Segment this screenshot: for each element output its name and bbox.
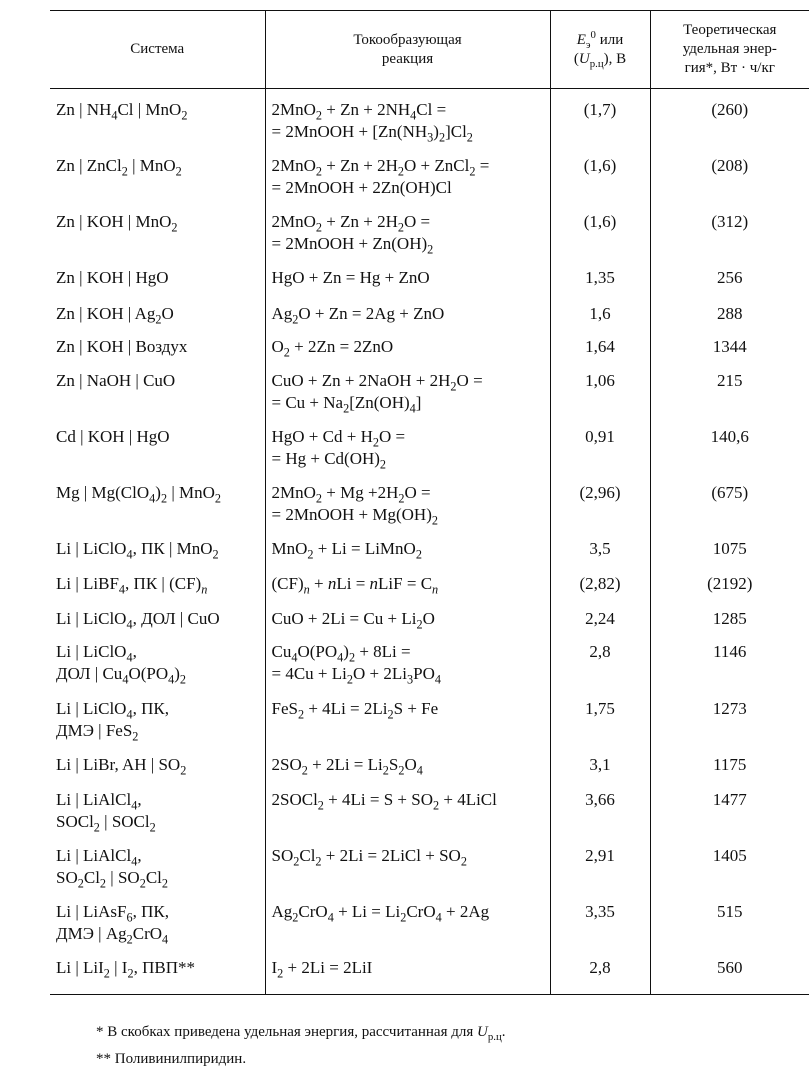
reaction-cell-line: $2MnO_2 + Mg +2H_2O$ = <box>271 482 431 505</box>
voltage-cell <box>550 785 650 841</box>
system-cell-line: SOCl$_2$ | SOCl$_2$ <box>56 811 156 834</box>
reaction-cell <box>265 299 550 332</box>
reaction-cell-line: $Ag_2O + Zn = 2Ag$ + ZnO <box>271 303 445 326</box>
header-system: Система <box>50 11 265 89</box>
table-row <box>50 151 809 207</box>
reaction-cell <box>265 366 550 422</box>
system-cell-line: ДОЛ | $Cu_4O(PO_4)_2$ <box>56 663 187 686</box>
voltage-cell-line: 2,8 <box>589 641 611 661</box>
energy-cell <box>650 151 809 207</box>
reaction-cell-line: $2MnO_2 + Zn + 2NH_4Cl$ = <box>271 100 447 123</box>
energy-cell <box>650 299 809 332</box>
header-energy: Теоретическая удельная энер- гия*, Вт · ч/кг <box>650 11 809 89</box>
system-cell <box>50 841 265 897</box>
energy-cell <box>650 750 809 785</box>
energy-cell-line: (2192) <box>707 573 753 593</box>
voltage-cell <box>550 750 650 785</box>
voltage-cell <box>550 841 650 897</box>
energy-cell-line: (260) <box>711 100 749 119</box>
reaction-cell-line: $O_2 + 2Zn = 2ZnO$ <box>271 336 394 359</box>
system-cell <box>50 569 265 604</box>
voltage-cell-line: 0,91 <box>585 426 615 446</box>
table-body <box>50 89 809 995</box>
reaction-cell <box>265 841 550 897</box>
reaction-cell-line: CuO + $2Li = Cu + Li_2O$ <box>271 608 435 631</box>
voltage-cell-line: 3,5 <box>589 538 611 558</box>
system-cell-line: Mg | $Mg(ClO_4)_2$ | MnO$_2$ <box>56 482 221 505</box>
table-row <box>50 263 809 299</box>
voltage-cell <box>550 299 650 332</box>
header-voltage: $E_э^0$ или $(U_{р.ц})$, В <box>550 11 650 89</box>
voltage-cell <box>550 534 650 569</box>
system-cell-line: Li | LiClO$_4$, <box>56 641 137 664</box>
voltage-cell <box>550 89 650 151</box>
reaction-cell-line: MnO$_2$ + Li = LiMnO$_2$ <box>271 538 422 561</box>
voltage-cell-line: (1,6) <box>583 155 617 175</box>
reaction-cell-line: HgO + Zn = Hg + ZnO <box>271 267 430 287</box>
system-cell <box>50 953 265 995</box>
reaction-cell-line: $2MnO_2 + Zn + 2H_2O$ + ZnCl$_2$ = <box>271 155 490 178</box>
voltage-cell <box>550 478 650 534</box>
reaction-cell-line: $2MnO_2 + Zn + 2H_2O$ = <box>271 211 431 234</box>
system-cell <box>50 263 265 299</box>
energy-cell-line: 515 <box>717 901 743 921</box>
energy-cell <box>650 422 809 478</box>
voltage-cell <box>550 332 650 366</box>
energy-cell <box>650 897 809 953</box>
energy-cell <box>650 478 809 534</box>
energy-cell-line: 1477 <box>712 789 747 809</box>
system-cell-line: Li | LiBF$_4$, ПК | $(CF)_n$ <box>56 573 208 596</box>
system-cell <box>50 422 265 478</box>
voltage-cell-line: 3,35 <box>585 901 615 921</box>
energy-cell-line: 1146 <box>713 641 747 661</box>
table-row <box>50 422 809 478</box>
footnote-1: * В скобках приведена удельная энергия, рассчитанная для $U_{р.ц}$. <box>96 1024 506 1043</box>
reaction-cell <box>265 897 550 953</box>
reaction-cell <box>265 637 550 694</box>
energy-cell <box>650 366 809 422</box>
energy-cell-line: 560 <box>717 957 743 977</box>
energy-cell <box>650 332 809 366</box>
voltage-cell-line: 1,6 <box>589 303 611 323</box>
voltage-cell-line: 2,91 <box>585 845 615 865</box>
energy-cell-line: (675) <box>711 482 749 502</box>
reaction-cell <box>265 569 550 604</box>
reaction-cell-line: $2SO_2 + 2Li = Li_2S_2O_4$ <box>271 754 423 777</box>
system-cell-line: Zn | ZnCl$_2$ | MnO$_2$ <box>56 155 182 178</box>
reaction-cell-line: CuO + Zn + 2NaOH + $2H_2O$ = <box>271 370 483 393</box>
system-cell <box>50 897 265 953</box>
reaction-cell-line: = 2MnOOH + $[Zn(NH_3)_2]Cl_2$ <box>271 122 473 145</box>
reaction-cell <box>265 750 550 785</box>
table-row <box>50 569 809 604</box>
voltage-cell-line: 1,35 <box>585 267 615 287</box>
system-cell <box>50 534 265 569</box>
reaction-cell-line: = $Hg + Cd(OH)_2$ <box>271 448 387 471</box>
reaction-cell <box>265 953 550 995</box>
reaction-cell <box>265 785 550 841</box>
reaction-cell-line: $I_2 + 2Li = 2LiI$ <box>271 957 373 980</box>
energy-cell <box>650 694 809 750</box>
reaction-cell-line: HgO + $Cd + H_2O$ = <box>271 426 406 449</box>
system-cell <box>50 604 265 637</box>
voltage-cell <box>550 366 650 422</box>
energy-cell-line: 1175 <box>713 754 747 774</box>
system-cell-line: Cd | KOH | HgO <box>56 426 170 446</box>
voltage-cell-line: (2,82) <box>579 573 621 593</box>
voltage-cell-line: 1,06 <box>585 370 615 390</box>
energy-cell <box>650 569 809 604</box>
table-row <box>50 785 809 841</box>
voltage-cell-line: 2,24 <box>585 608 615 628</box>
system-cell <box>50 478 265 534</box>
energy-cell <box>650 89 809 151</box>
system-cell-line: Li | LiAsF$_6$, ПК, <box>56 901 169 924</box>
system-cell-line: Li | LiClO$_4$, ПК, <box>56 698 169 721</box>
table-row <box>50 478 809 534</box>
energy-cell-line: 1405 <box>712 845 747 865</box>
table-row <box>50 299 809 332</box>
table-row <box>50 637 809 694</box>
voltage-cell <box>550 207 650 263</box>
system-cell <box>50 366 265 422</box>
table-row <box>50 89 809 151</box>
voltage-cell <box>550 569 650 604</box>
table-row <box>50 953 809 995</box>
reaction-cell-line: $SO_2Cl_2 + 2Li$ = 2LiCl + $SO_2$ <box>271 845 467 868</box>
voltage-cell-line: 1,64 <box>585 336 615 356</box>
system-cell <box>50 332 265 366</box>
reaction-cell <box>265 478 550 534</box>
energy-cell-line: (312) <box>711 211 749 231</box>
voltage-cell <box>550 694 650 750</box>
system-cell-line: Zn | NaOH | CuO <box>56 370 176 390</box>
voltage-cell-line: 3,66 <box>585 789 615 809</box>
table-row <box>50 694 809 750</box>
energy-cell <box>650 785 809 841</box>
voltage-cell-line: (2,96) <box>579 482 621 502</box>
energy-cell-line: 256 <box>717 267 743 287</box>
system-cell-line: ДМЭ | $Ag_2CrO_4$ <box>56 923 169 946</box>
voltage-cell <box>550 151 650 207</box>
voltage-cell <box>550 953 650 995</box>
table-header <box>50 11 809 89</box>
system-cell-line: Zn | KOH | Воздух <box>56 336 188 356</box>
table-row <box>50 897 809 953</box>
reaction-cell <box>265 422 550 478</box>
system-cell-line: Zn | $NH_4Cl$ | MnO$_2$ <box>56 100 188 123</box>
table-row <box>50 604 809 637</box>
energy-cell <box>650 841 809 897</box>
header-reaction: Токообразующая реакция <box>265 11 550 89</box>
voltage-cell <box>550 637 650 694</box>
energy-cell <box>650 953 809 995</box>
voltage-cell <box>550 263 650 299</box>
table-row <box>50 207 809 263</box>
reaction-cell-line: 2SOCl$_2$ + $4Li = S + SO_2$ + 4LiCl <box>271 789 497 812</box>
table-row <box>50 841 809 897</box>
energy-cell-line: 215 <box>717 370 743 390</box>
system-cell-line: $SO_2Cl_2$ | $SO_2Cl_2$ <box>56 867 168 890</box>
system-cell <box>50 750 265 785</box>
voltage-cell <box>550 897 650 953</box>
table-row <box>50 750 809 785</box>
energy-cell <box>650 534 809 569</box>
reaction-cell-line: $(CF)_n$ + nLi = nLiF = $C_n$ <box>271 573 439 596</box>
system-cell-line: Li | LiAlCl$_4$, <box>56 789 142 812</box>
reaction-cell <box>265 263 550 299</box>
reaction-cell <box>265 332 550 366</box>
reaction-cell <box>265 604 550 637</box>
table-row <box>50 534 809 569</box>
voltage-cell <box>550 422 650 478</box>
system-cell <box>50 207 265 263</box>
energy-cell-line: 1273 <box>712 698 747 718</box>
reaction-cell-line: $Cu_4O(PO_4)_2 + 8Li$ = <box>271 641 411 664</box>
system-cell-line: Zn | KOH | $Ag_2O$ <box>56 303 174 326</box>
voltage-cell-line: (1,6) <box>583 211 617 231</box>
energy-cell <box>650 637 809 694</box>
energy-cell <box>650 604 809 637</box>
system-cell-line: Li | LiI$_2$ | $I_2$, ПВП** <box>56 957 196 980</box>
energy-cell <box>650 263 809 299</box>
reaction-cell-line: = 2MnOOH + $Zn(OH)_2$ <box>271 233 434 256</box>
system-cell <box>50 299 265 332</box>
battery-systems-table <box>50 10 809 995</box>
system-cell <box>50 694 265 750</box>
table-row <box>50 366 809 422</box>
energy-cell-line: 140,6 <box>710 426 749 446</box>
voltage-cell-line: 1,75 <box>585 698 615 718</box>
reaction-cell-line: $FeS_2 + 4Li = 2Li_2S + Fe$ <box>271 698 439 721</box>
voltage-cell-line: (1,7) <box>583 100 617 119</box>
energy-cell <box>650 207 809 263</box>
voltage-cell-line: 3,1 <box>589 754 611 774</box>
system-cell <box>50 151 265 207</box>
reaction-cell-line: $Ag_2CrO_4 + Li = Li_2CrO_4 + 2Ag$ <box>271 901 490 924</box>
energy-cell-line: 1285 <box>712 608 747 628</box>
system-cell-line: Li | LiAlCl$_4$, <box>56 845 142 868</box>
reaction-cell-line: = 2MnOOH + 2Zn(OH)Cl <box>271 177 452 197</box>
system-cell-line: Li | LiClO$_4$, ПК | MnO$_2$ <box>56 538 219 561</box>
reaction-cell <box>265 534 550 569</box>
energy-cell-line: 1344 <box>712 336 747 356</box>
table-row <box>50 332 809 366</box>
energy-cell-line: 288 <box>717 303 743 323</box>
voltage-cell-line: 2,8 <box>589 957 611 977</box>
system-cell-line: Li | LiBr, AH | $SO_2$ <box>56 754 187 777</box>
system-cell <box>50 785 265 841</box>
reaction-cell-line: = 2MnOOH + $Mg(OH)_2$ <box>271 504 438 527</box>
system-cell <box>50 637 265 694</box>
system-cell-line: Li | LiClO$_4$, ДОЛ | CuO <box>56 608 220 631</box>
system-cell-line: Zn | KOH | HgO <box>56 267 169 287</box>
system-cell <box>50 89 265 151</box>
system-cell-line: ДМЭ | FeS$_2$ <box>56 720 139 743</box>
energy-cell-line: 1075 <box>712 538 747 558</box>
system-cell-line: Zn | KOH | MnO$_2$ <box>56 211 178 234</box>
reaction-cell <box>265 151 550 207</box>
reaction-cell <box>265 207 550 263</box>
energy-cell-line: (208) <box>711 155 749 175</box>
reaction-cell-line: = $4Cu + Li_2O + 2Li_3PO_4$ <box>271 663 441 686</box>
reaction-cell-line: = $Cu + Na_2[Zn(OH)_4]$ <box>271 392 422 415</box>
reaction-cell <box>265 89 550 151</box>
footnote-2: ** Поливинилпиридин. <box>96 1051 247 1067</box>
voltage-cell <box>550 604 650 637</box>
reaction-cell <box>265 694 550 750</box>
